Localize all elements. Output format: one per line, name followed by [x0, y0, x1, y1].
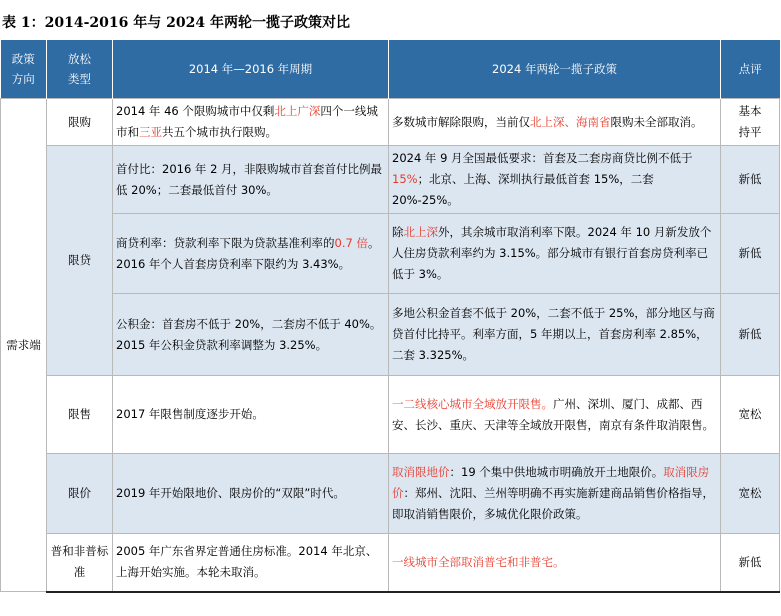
- type-cell: 限购: [47, 99, 113, 146]
- table-row: [1, 454, 780, 534]
- old-cell: 2005 年广东省界定普通住房标准。2014 年北京、上海开始实施。本轮未取消。: [113, 534, 389, 592]
- new-cell: 多数城市解除限购，当前仅北上深、海南省限购未全部取消。: [389, 99, 721, 146]
- old-cell: 公积金：首套房不低于 20%，二套房不低于 40%。2015 年公积金贷款利率调整为 3.25%。: [113, 294, 389, 376]
- table-title: 表 1：2014-2016 年与 2024 年两轮一揽子政策对比: [2, 15, 350, 31]
- comment-cell: 宽松: [721, 376, 780, 454]
- comment-cell: 宽松: [721, 454, 780, 534]
- comment-cell: 新低: [721, 294, 780, 376]
- old-cell: 商贷利率：贷款利率下限为贷款基准利率的0.7 倍。2016 年个人首套房贷利率下限约为 3.43%。: [113, 214, 389, 294]
- table-row: [1, 376, 780, 454]
- header-relax-type: 放松 类型: [47, 40, 113, 99]
- type-cell: 限价: [47, 454, 113, 534]
- table-header-row: [1, 40, 780, 99]
- table-row: [1, 214, 780, 294]
- comment-cell: 新低: [721, 214, 780, 294]
- new-cell: 除北上深外，其余城市取消利率下限。2024 年 10 月新发放个人住房贷款利率约为 3.15%。部分城市有银行首套房贷利率已低于 3%。: [389, 214, 721, 294]
- header-policy-direction: 政策 方向: [1, 40, 47, 99]
- comment-cell: 新低: [721, 146, 780, 214]
- new-cell: 2024 年 9 月全国最低要求：首套及二套房商贷比例不低于15%；北京、上海、深圳执行最低首套 15%，二套 20%-25%。: [389, 146, 721, 214]
- new-cell: 一线城市全部取消普宅和非普宅。: [389, 534, 721, 592]
- table-row: [1, 146, 780, 214]
- header-2024: 2024 年两轮一揽子政策: [389, 40, 721, 99]
- type-cell: 限贷: [47, 146, 113, 376]
- type-cell: 普和非普标准: [47, 534, 113, 592]
- header-2014-2016: 2014 年—2016 年周期: [113, 40, 389, 99]
- old-cell: 2014 年 46 个限购城市中仅剩北上广深四个一线城市和三亚共五个城市执行限购。: [113, 99, 389, 146]
- new-cell: 取消限地价：19 个集中供地城市明确放开土地限价。取消限房价：郑州、沈阳、兰州等明确不再实施新建商品销售价格指导，即取消销售限价，多城优化限价政策。: [389, 454, 721, 534]
- table-row: [1, 534, 780, 592]
- old-cell: 2017 年限售制度逐步开始。: [113, 376, 389, 454]
- table-row: [1, 294, 780, 376]
- side-label-demand: 需求端: [1, 99, 47, 592]
- type-cell: 限售: [47, 376, 113, 454]
- comment-cell: 新低: [721, 534, 780, 592]
- old-cell: 首付比：2016 年 2 月，非限购城市首套首付比例最低 20%；二套最低首付 30%。: [113, 146, 389, 214]
- new-cell: 一二线核心城市全域放开限售。广州、深圳、厦门、成都、西安、长沙、重庆、天津等全域放开限售，南京有条件取消限售。: [389, 376, 721, 454]
- header-comment: 点评: [721, 40, 780, 99]
- old-cell: 2019 年开始限地价、限房价的“双限”时代。: [113, 454, 389, 534]
- new-cell: 多地公积金首套不低于 20%，二套不低于 25%，部分地区与商贷首付比持平。利率方面，5 年期以上，首套房利率 2.85%，二套 3.325%。: [389, 294, 721, 376]
- table-row: [1, 99, 780, 146]
- policy-comparison-table: [0, 40, 780, 593]
- comment-cell: 基本 持平: [721, 99, 780, 146]
